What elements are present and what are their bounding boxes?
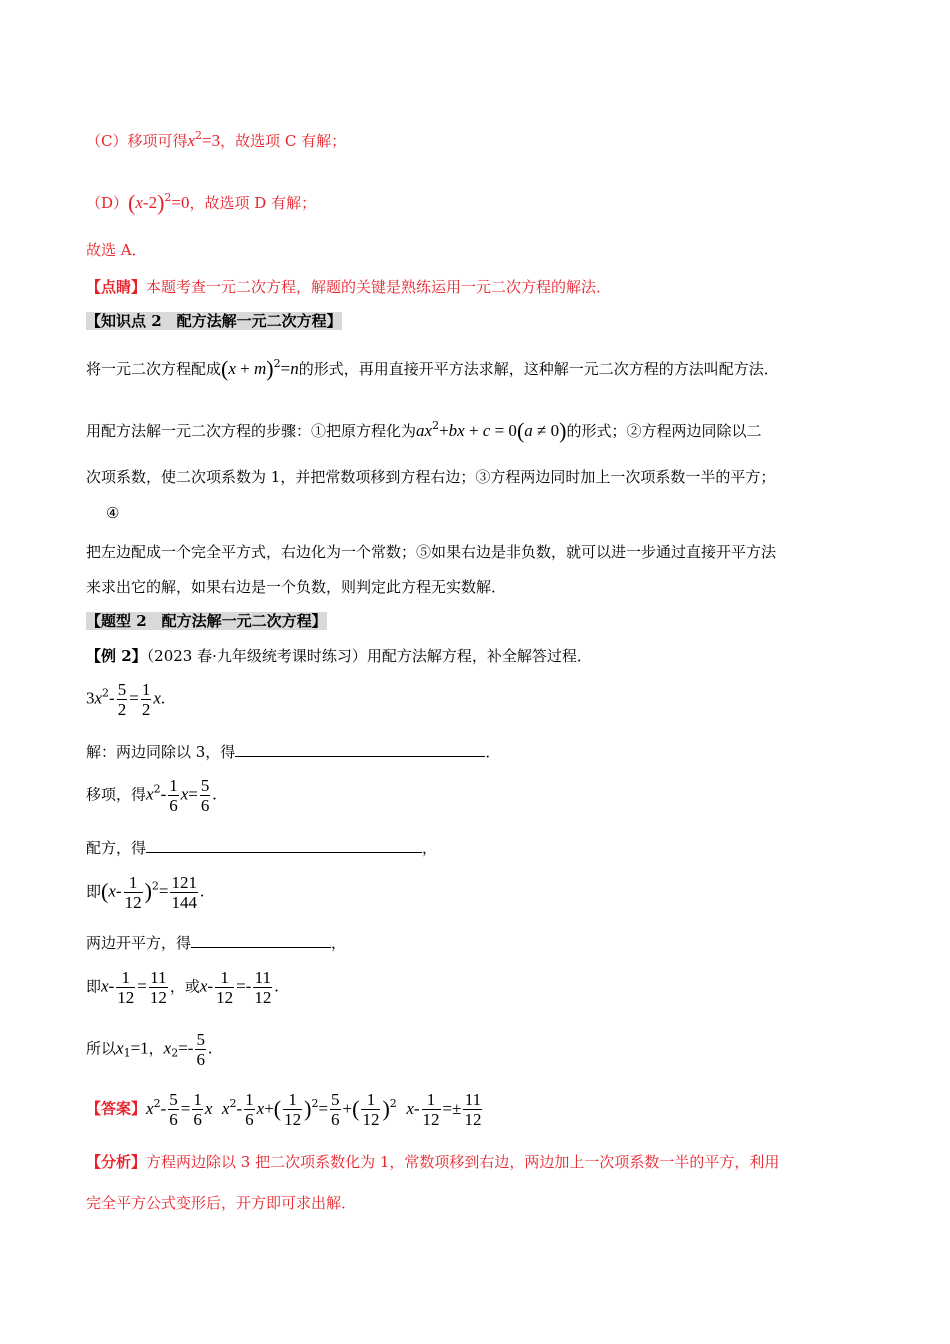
blank-3[interactable] bbox=[191, 933, 331, 948]
type-header: 【题型 2 配方法解一元二次方程】 bbox=[86, 612, 327, 630]
solution-step-4: 即(x- $\frac{1}{12}$ )$^2$= $\frac{121}{144}$ . bbox=[86, 873, 205, 912]
steps-line-5: 来求出它的解，如果右边是一个负数，则判定此方程无实数解． bbox=[86, 578, 507, 596]
answer-line: 【答案】$x^2-$ $\frac{5}{6}$ = $\frac{1}{6}$ x $x^2-$ $\frac{1}{6}$ x+( $\frac{1}{12}$ )$^2$= $\frac{5}{6}$ +( $\frac{1}{12}$ )$^2$ x- $\frac{1}{12}$ =± $\frac{11}{12}$ bbox=[86, 1090, 482, 1129]
option-c-line: （C）移项可得$x^2=3$，故选项 C 有解； bbox=[86, 129, 347, 150]
knowledge-header: 【知识点 2 配方法解一元二次方程】 bbox=[86, 312, 342, 330]
steps-line-2: 次项系数，使二次项系数为 1，并把常数项移到方程右边；③方程两边同时加上一次项系数一半的平方； bbox=[86, 468, 776, 486]
solution-step-3: 配方，得 ， bbox=[86, 839, 438, 857]
example-line: 【例 2】（2023 春·九年级统考课时练习）用配方法解方程，补全解答过程． bbox=[86, 647, 592, 665]
solution-step-5: 两边开平方，得 ， bbox=[86, 934, 347, 952]
option-d-line: $(D)(x-2)^2=0$，故选项 D 有解； bbox=[86, 190, 317, 215]
blank-1[interactable] bbox=[235, 742, 485, 757]
knowledge-paragraph: 将一元二次方程配成$(x + m)^2=n$的形式，再用直接开平方法求解，这种解一元二次方程的方法叫配方法． bbox=[86, 356, 779, 381]
blank-2[interactable] bbox=[146, 838, 422, 853]
analysis-line-1: 【分析】方程两边除以 3 把二次项系数化为 1，常数项移到右边，两边加上一次项系数一半的平方，利用 bbox=[86, 1153, 780, 1171]
solution-step-6: 即x- $\frac{1}{12}$ = $\frac{11}{12}$ ，或x- $\frac{1}{12}$ =- $\frac{11}{12}$ . bbox=[86, 968, 279, 1007]
steps-marker-4: ④ bbox=[106, 504, 120, 522]
dianjing-note: 【点睛】本题考查一元二次方程，解题的关键是熟练运用一元二次方程的解法． bbox=[86, 278, 612, 296]
solution-step-1: 解：两边同除以 3，得 ． bbox=[86, 743, 501, 761]
solution-step-2: 移项，得$x^2-$ $\frac{1}{6}$ x= $\frac{5}{6}$ . bbox=[86, 776, 217, 815]
analysis-line-2: 完全平方公式变形后，开方即可求出解． bbox=[86, 1194, 357, 1212]
steps-line-1: 用配方法解一元二次方程的步骤：①把原方程化为$ax^2+bx + c = 0(a \ne 0)$的形式；②方程两边同除以二 bbox=[86, 418, 762, 443]
choose-line: 故选 A． bbox=[86, 241, 147, 259]
example-equation: $3x^2-$ $\frac{5}{2}$ = $\frac{1}{2}$ x. bbox=[86, 680, 166, 719]
solution-step-7: 所以$x_1=1$，$x_2=-$ $\frac{5}{6}$ . bbox=[86, 1030, 213, 1069]
steps-line-4: 把左边配成一个完全平方式，右边化为一个常数；⑤如果右边是非负数，就可以进一步通过直接开平方法 bbox=[86, 543, 777, 561]
